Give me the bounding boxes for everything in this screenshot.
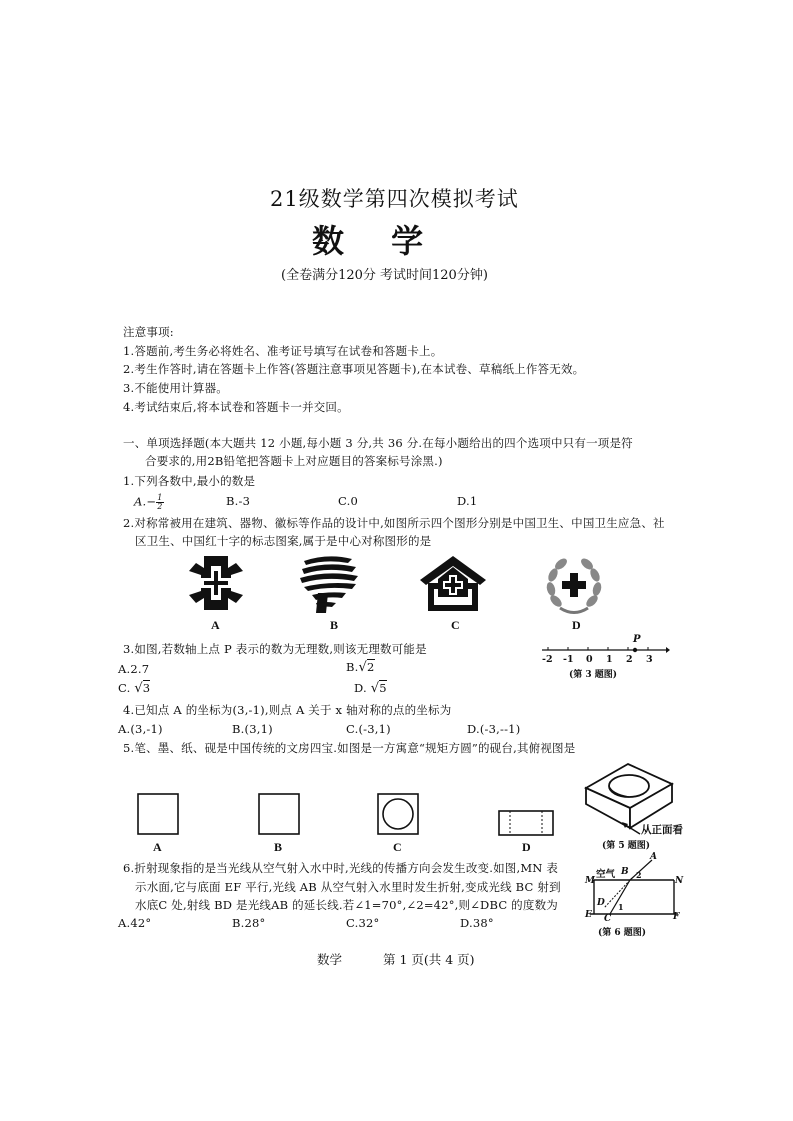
angle-1-label: 1 [618, 902, 624, 912]
china-health-logo-icon [186, 553, 246, 613]
q4-stem: 4.已知点 A 的坐标为(3,-1),则点 A 关于 x 轴对称的点的坐标为 [123, 703, 452, 717]
q2-stem: 2.对称常被用在建筑、器物、徽标等作品的设计中,如图所示四个图形分别是中国卫生、中国卫生应急、社 [123, 516, 665, 530]
axis-tick-label: -1 [563, 654, 574, 665]
q3-stem: 3.如图,若数轴上点 P 表示的数为无理数,则该无理数可能是 [123, 642, 427, 656]
q5-label-c: C [393, 840, 402, 854]
note-item: 4.考试结束后,将本试卷和答题卡一并交回。 [123, 400, 349, 414]
section-instructions-cont: 合要求的,用2B铅笔把答题卡上对应题目的答案标号涂黑.) [145, 454, 443, 468]
q1-stem: 1.下列各数中,最小的数是 [123, 474, 256, 488]
q1-option-d: D.1 [457, 494, 478, 508]
note-item: 1.答题前,考生务必将姓名、准考证号填写在试卷和答题卡上。 [123, 344, 443, 358]
health-emergency-logo-icon [298, 553, 360, 615]
radicand: 5 [379, 681, 387, 695]
axis-tick-label: -2 [542, 654, 553, 665]
point-n-label: N [675, 876, 684, 886]
q3-option-b [346, 660, 375, 675]
point-a-label: A [650, 852, 657, 862]
q4-option-c: C.(-3,1) [346, 722, 391, 736]
q5-label-d: D [522, 840, 531, 854]
axis-tick-label: 2 [626, 654, 633, 665]
subject-title: 数 学 [312, 222, 442, 260]
exam-subtitle: (全卷满分120分 考试时间120分钟) [281, 268, 488, 283]
fraction-denominator: 2 [157, 502, 163, 511]
section-instructions: 一、单项选择题(本大题共 12 小题,每小题 3 分,共 36 分.在每小题给出的四个选项中只有一项是符 [123, 436, 633, 450]
footer-page-number: 第 1 页(共 4 页) [383, 952, 475, 967]
q1-option-c: C.0 [338, 494, 358, 508]
q2-label-d: D [572, 618, 581, 632]
q3-option-d [354, 681, 387, 696]
front-view-label: 从正面看 [641, 824, 683, 836]
footer-subject: 数学 [317, 952, 343, 967]
point-b-label: B [621, 867, 629, 877]
sqrt-sign: √ [358, 660, 367, 675]
axis-tick-label: 0 [586, 654, 593, 665]
q5-option-d-figure [498, 810, 554, 836]
note-item: 2.考生作答时,请在答题卡上作答(答题注意事项见答题卡),在本试卷、草稿纸上作答无效。 [123, 362, 585, 376]
point-m-label: M [585, 876, 595, 886]
exam-title: 21级数学第四次模拟考试 [270, 187, 519, 211]
q4-option-a: A.(3,-1) [118, 722, 163, 736]
q5-label-a: A [153, 840, 162, 854]
q3-figure-caption: (第 3 题图) [569, 670, 618, 680]
q6-option-b: B.28° [232, 916, 266, 930]
sqrt-sign: √ [370, 681, 380, 696]
fraction-numerator: 1 [157, 493, 163, 502]
community-health-logo-icon [418, 553, 488, 615]
q1-fraction [156, 494, 163, 511]
point-c-label: C [604, 914, 612, 924]
option-prefix: D. [354, 681, 367, 695]
q1-option-a [134, 494, 164, 511]
inkstone-3d-figure [582, 758, 676, 832]
air-label: 空气 [596, 869, 616, 880]
sqrt-sign: √ [134, 681, 143, 696]
q2-label-a: A [211, 618, 220, 632]
radicand: 3 [142, 681, 151, 695]
q2-label-b: B [330, 618, 339, 632]
q5-option-b-figure [258, 793, 300, 835]
point-p [633, 648, 637, 652]
q5-label-b: B [274, 840, 283, 854]
q5-figure-caption: (第 5 题图) [602, 841, 651, 851]
option-prefix: C. [118, 681, 131, 695]
q5-stem: 5.笔、墨、纸、砚是中国传统的文房四宝.如图是一方寓意“规矩方圆”的砚台,其俯视图是 [123, 741, 576, 755]
point-f-label: F [673, 912, 680, 922]
point-e-label: E [585, 910, 592, 920]
q5-option-a-figure [137, 793, 179, 835]
axis-tick-label: 1 [606, 654, 613, 665]
notes-heading: 注意事项: [123, 325, 174, 339]
note-item: 3.不能使用计算器。 [123, 381, 228, 395]
point-p-label: P [633, 634, 641, 645]
q6-stem: 6.折射现象指的是当光线从空气射入水中时,光线的传播方向会发生改变.如图,MN 表 [123, 861, 559, 875]
axis-tick-label: 3 [646, 654, 653, 665]
radicand: 2 [367, 660, 375, 674]
q2-stem-cont: 区卫生、中国红十字的标志图案,属于是中心对称图形的是 [135, 534, 432, 548]
q6-option-a: A.42° [118, 916, 152, 930]
q5-option-c-figure [377, 793, 419, 835]
q4-option-d: D.(-3,--1) [467, 722, 521, 736]
q6-stem-cont: 示水面,它与底面 EF 平行,光线 AB 从空气射入水里时发生折射,变成光线 BC 射到 [135, 880, 561, 894]
q6-stem-cont: 水底C 处,射线 BD 是光线AB 的延长线.若∠1=70°,∠2=42°,则∠DBC 的度数为 [135, 898, 558, 912]
q3-option-c [118, 681, 150, 696]
point-d-label: D [597, 898, 605, 908]
q4-option-b: B.(3,1) [232, 722, 273, 736]
option-prefix: B. [346, 660, 359, 674]
angle-2-label: 2 [636, 870, 642, 880]
q1-option-b: B.-3 [226, 494, 251, 508]
red-cross-logo-icon [542, 553, 606, 617]
q6-option-d: D.38° [460, 916, 494, 930]
q6-figure-caption: (第 6 题图) [598, 928, 647, 938]
q2-label-c: C [451, 618, 460, 632]
q6-option-c: C.32° [346, 916, 380, 930]
q1-option-a-prefix: A.− [134, 494, 157, 509]
q3-option-a: A.2.7 [118, 662, 150, 676]
